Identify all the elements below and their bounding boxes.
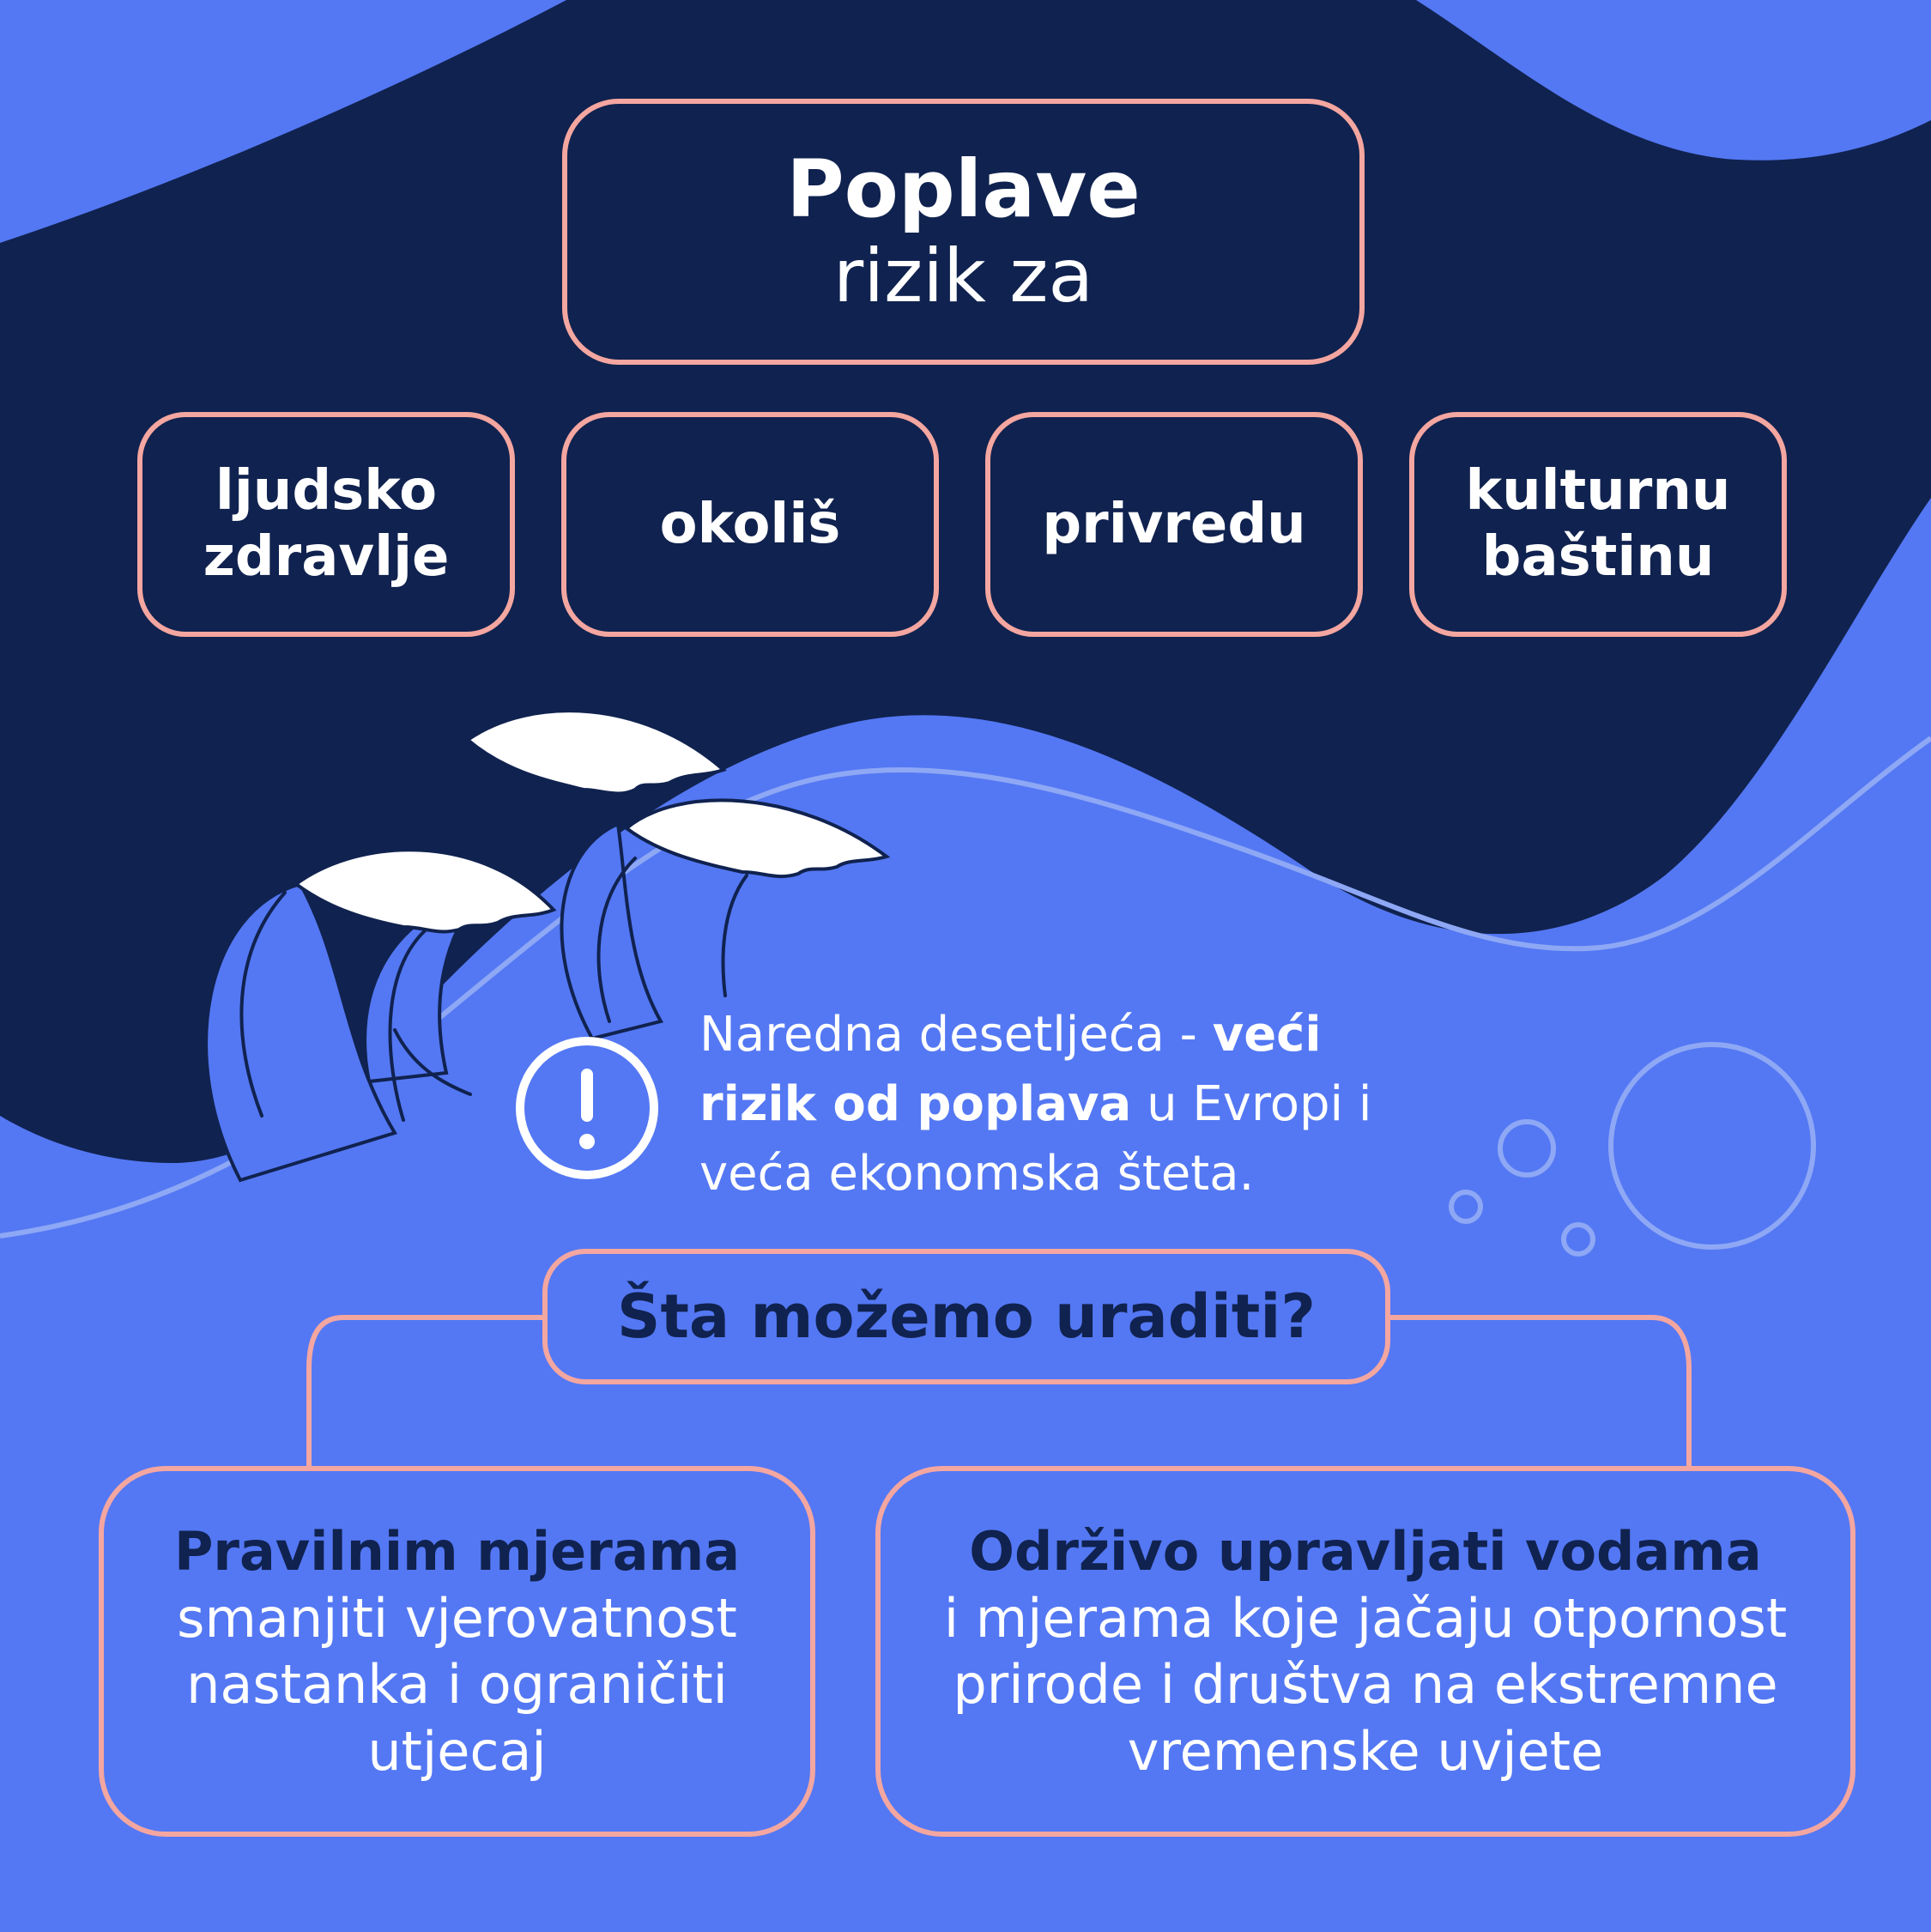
warning-text-part-2: u Evropi i veća ekonomska šteta. [699,1076,1372,1202]
action-body-measures: smanjiti vjerovatnost nastanka i ograničiti utjecaj [177,1586,737,1783]
category-label-heritage-2: baštinu [1481,525,1715,589]
warning-text-part-1: Naredna desetljeća - [699,1007,1213,1063]
category-label-health-2: zdravlje [203,525,450,589]
bubble-small-left [1451,1192,1480,1221]
bubble-large [1611,1045,1813,1247]
category-box-heritage [1409,412,1787,637]
bubbles [1451,1045,1813,1254]
header-box [562,99,1365,365]
action-title-measures: Pravilnim mjerama [173,1520,741,1583]
bubble-medium [1500,1122,1553,1175]
question-label: Šta možemo uraditi? [617,1281,1316,1352]
category-label-environment: okoliš [659,492,841,556]
page-subtitle: rizik za [832,233,1094,320]
category-label-health-1: ljudsko [215,459,438,524]
exclamation-circle-icon [513,1034,661,1182]
category-box-environment [561,412,939,637]
bubble-small-right [1564,1225,1593,1254]
action-body-water: i mjerama koje jačaju otpornost prirode i društva na ekstremne vremenske uvjete [943,1586,1788,1783]
warning-text [699,1000,1438,1209]
warning-text-bold: veći rizik od poplava [699,1007,1322,1133]
category-label-economy: privredu [1042,492,1306,556]
action-box-water [875,1466,1855,1837]
category-box-economy [985,412,1363,637]
connector-right [1386,1317,1689,1468]
action-box-measures [99,1466,815,1837]
category-label-heritage-1: kulturnu [1465,459,1731,524]
connector-left [309,1317,545,1468]
category-box-health [137,412,515,637]
foam-right [627,800,887,876]
question-box [542,1249,1390,1384]
action-title-water: Održivo upravljati vodama [969,1520,1762,1583]
page-title: Poplave [786,142,1141,235]
